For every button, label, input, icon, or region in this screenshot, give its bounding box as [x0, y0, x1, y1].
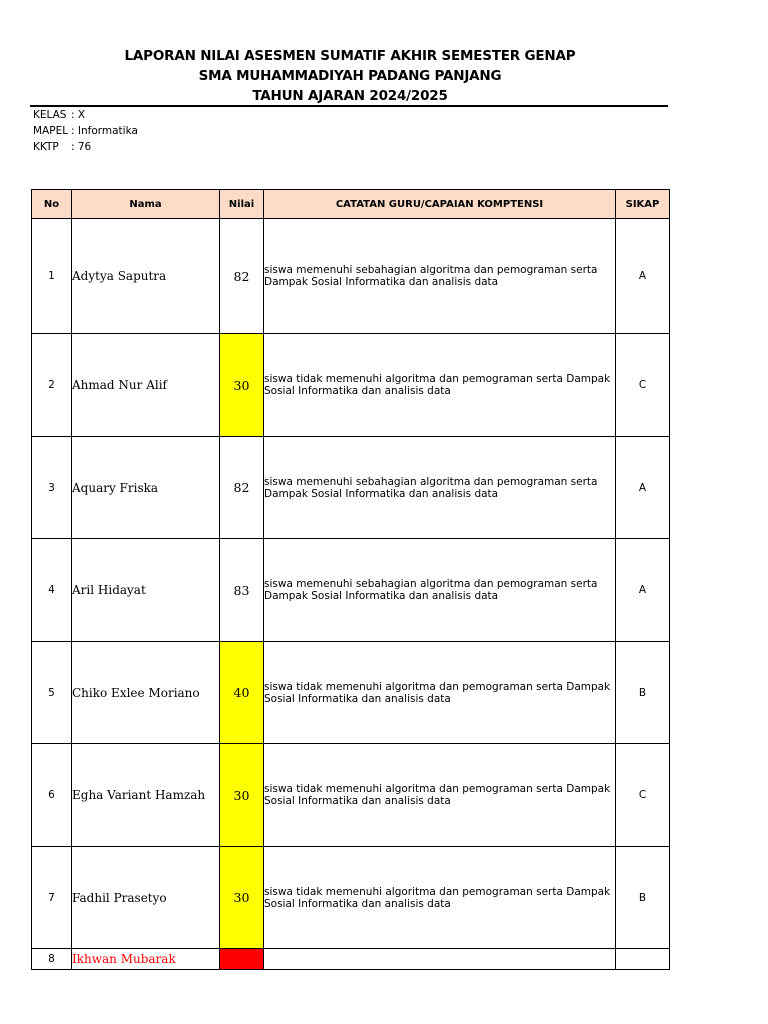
cell-nama: Egha Variant Hamzah	[72, 744, 220, 847]
cell-nilai: 30	[220, 847, 264, 949]
cell-sikap: C	[616, 334, 670, 437]
cell-nilai: 30	[220, 744, 264, 847]
report-title-line-1: LAPORAN NILAI ASESMEN SUMATIF AKHIR SEMESTER GENAP	[124, 48, 576, 64]
cell-catatan	[264, 949, 616, 970]
cell-no: 5	[32, 642, 72, 744]
cell-nama: Chiko Exlee Moriano	[72, 642, 220, 744]
meta-kelas	[33, 107, 138, 123]
cell-nilai: 82	[220, 219, 264, 334]
table-row	[32, 642, 670, 744]
table-row	[32, 219, 670, 334]
column-header-catatan: CATATAN GURU/CAPAIAN KOMPTENSI	[264, 190, 616, 219]
column-header-no: No	[32, 190, 72, 219]
cell-no: 7	[32, 847, 72, 949]
cell-nama: Ahmad Nur Alif	[72, 334, 220, 437]
cell-catatan: siswa memenuhi sebahagian algoritma dan pemograman serta Dampak Sosial Informatika dan analisis data	[264, 539, 616, 642]
table-row	[32, 744, 670, 847]
cell-nilai: 40	[220, 642, 264, 744]
cell-no: 4	[32, 539, 72, 642]
table-row	[32, 949, 670, 970]
cell-catatan: siswa memenuhi sebahagian algoritma dan pemograman serta Dampak Sosial Informatika dan analisis data	[264, 437, 616, 539]
cell-sikap: B	[616, 847, 670, 949]
meta-kktp-value: : 76	[71, 141, 92, 153]
meta-mapel	[33, 123, 138, 139]
cell-no: 6	[32, 744, 72, 847]
cell-catatan: siswa memenuhi sebahagian algoritma dan pemograman serta Dampak Sosial Informatika dan analisis data	[264, 219, 616, 334]
meta-mapel-label: MAPEL	[33, 125, 69, 137]
table-row	[32, 437, 670, 539]
cell-no: 2	[32, 334, 72, 437]
table-header-row	[32, 190, 670, 219]
cell-catatan: siswa tidak memenuhi algoritma dan pemograman serta Dampak Sosial Informatika dan analisis data	[264, 642, 616, 744]
cell-nama: Ikhwan Mubarak	[72, 949, 220, 970]
cell-nama: Aril Hidayat	[72, 539, 220, 642]
cell-nama: Adytya Saputra	[72, 219, 220, 334]
column-header-nama: Nama	[72, 190, 220, 219]
grades-table	[31, 189, 670, 970]
cell-sikap: C	[616, 744, 670, 847]
cell-catatan: siswa tidak memenuhi algoritma dan pemograman serta Dampak Sosial Informatika dan analisis data	[264, 847, 616, 949]
cell-sikap: B	[616, 642, 670, 744]
meta-kelas-label: KELAS	[33, 109, 67, 121]
cell-sikap	[616, 949, 670, 970]
table-row	[32, 847, 670, 949]
cell-catatan: siswa tidak memenuhi algoritma dan pemograman serta Dampak Sosial Informatika dan analisis data	[264, 334, 616, 437]
column-header-sikap: SIKAP	[616, 190, 670, 219]
cell-sikap: A	[616, 437, 670, 539]
report-title-line-2: SMA MUHAMMADIYAH PADANG PANJANG	[198, 68, 502, 84]
meta-kktp-label: KKTP	[33, 141, 59, 153]
cell-no: 8	[32, 949, 72, 970]
report-title-line-3: TAHUN AJARAN 2024/2025	[252, 88, 448, 104]
cell-sikap: A	[616, 219, 670, 334]
table-row	[32, 539, 670, 642]
cell-nilai: 82	[220, 437, 264, 539]
cell-no: 1	[32, 219, 72, 334]
column-header-nilai: Nilai	[220, 190, 264, 219]
cell-nilai: 83	[220, 539, 264, 642]
report-title	[30, 46, 670, 106]
cell-nama: Fadhil Prasetyo	[72, 847, 220, 949]
meta-kktp	[33, 139, 138, 155]
cell-catatan: siswa tidak memenuhi algoritma dan pemograman serta Dampak Sosial Informatika dan analisis data	[264, 744, 616, 847]
cell-no: 3	[32, 437, 72, 539]
report-meta	[33, 107, 138, 155]
meta-mapel-value: : Informatika	[71, 125, 138, 137]
cell-nilai: 30	[220, 334, 264, 437]
cell-sikap: A	[616, 539, 670, 642]
table-row	[32, 334, 670, 437]
cell-nilai	[220, 949, 264, 970]
meta-kelas-value: : X	[71, 109, 86, 121]
cell-nama: Aquary Friska	[72, 437, 220, 539]
